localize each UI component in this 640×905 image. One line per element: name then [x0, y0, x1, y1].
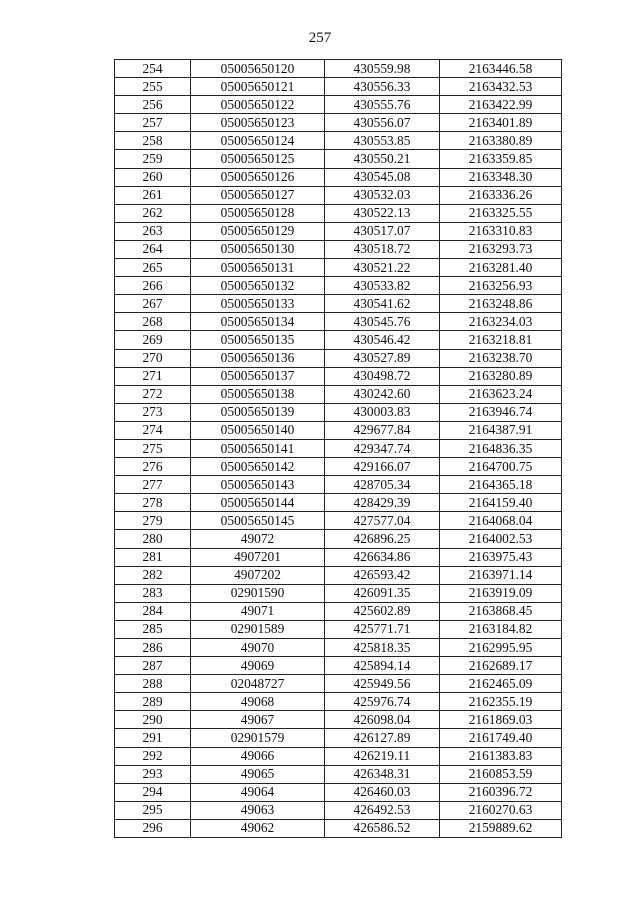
- x-coordinate-cell: 430541.62: [325, 295, 440, 313]
- table-row: [115, 349, 562, 367]
- y-coordinate-cell: 2163422.99: [440, 96, 562, 114]
- y-coordinate-cell: 2163238.70: [440, 349, 562, 367]
- point-number-cell: 284: [115, 602, 191, 620]
- point-number-cell: 280: [115, 530, 191, 548]
- parcel-id-cell: 05005650125: [191, 150, 325, 168]
- x-coordinate-cell: 430556.07: [325, 114, 440, 132]
- point-number-cell: 287: [115, 657, 191, 675]
- table-row: [115, 620, 562, 638]
- point-number-cell: 263: [115, 222, 191, 240]
- x-coordinate-cell: 426492.53: [325, 801, 440, 819]
- point-number-cell: 268: [115, 313, 191, 331]
- x-coordinate-cell: 430545.76: [325, 313, 440, 331]
- parcel-id-cell: 4907202: [191, 566, 325, 584]
- table-row: [115, 132, 562, 150]
- parcel-id-cell: 49065: [191, 765, 325, 783]
- point-number-cell: 273: [115, 403, 191, 421]
- y-coordinate-cell: 2164387.91: [440, 421, 562, 439]
- x-coordinate-cell: 428705.34: [325, 476, 440, 494]
- x-coordinate-cell: 426219.11: [325, 747, 440, 765]
- coordinates-table: [114, 59, 562, 838]
- point-number-cell: 264: [115, 240, 191, 258]
- x-coordinate-cell: 430553.85: [325, 132, 440, 150]
- x-coordinate-cell: 426091.35: [325, 584, 440, 602]
- parcel-id-cell: 05005650138: [191, 385, 325, 403]
- y-coordinate-cell: 2163623.24: [440, 385, 562, 403]
- y-coordinate-cell: 2163946.74: [440, 403, 562, 421]
- parcel-id-cell: 05005650135: [191, 331, 325, 349]
- parcel-id-cell: 05005650137: [191, 367, 325, 385]
- parcel-id-cell: 49068: [191, 693, 325, 711]
- parcel-id-cell: 05005650124: [191, 132, 325, 150]
- parcel-id-cell: 49070: [191, 639, 325, 657]
- parcel-id-cell: 05005650129: [191, 222, 325, 240]
- table-row: [115, 458, 562, 476]
- parcel-id-cell: 05005650142: [191, 458, 325, 476]
- x-coordinate-cell: 430556.33: [325, 78, 440, 96]
- table-row: [115, 240, 562, 258]
- point-number-cell: 274: [115, 421, 191, 439]
- point-number-cell: 255: [115, 78, 191, 96]
- point-number-cell: 272: [115, 385, 191, 403]
- table-row: [115, 711, 562, 729]
- point-number-cell: 295: [115, 801, 191, 819]
- table-row: [115, 114, 562, 132]
- table-row: [115, 150, 562, 168]
- point-number-cell: 286: [115, 639, 191, 657]
- x-coordinate-cell: 426127.89: [325, 729, 440, 747]
- point-number-cell: 267: [115, 295, 191, 313]
- y-coordinate-cell: 2163975.43: [440, 548, 562, 566]
- parcel-id-cell: 49067: [191, 711, 325, 729]
- point-number-cell: 283: [115, 584, 191, 602]
- table-row: [115, 222, 562, 240]
- y-coordinate-cell: 2160853.59: [440, 765, 562, 783]
- parcel-id-cell: 05005650130: [191, 240, 325, 258]
- table-row: [115, 403, 562, 421]
- parcel-id-cell: 49066: [191, 747, 325, 765]
- parcel-id-cell: 05005650141: [191, 439, 325, 457]
- y-coordinate-cell: 2161869.03: [440, 711, 562, 729]
- parcel-id-cell: 05005650127: [191, 186, 325, 204]
- table-row: [115, 96, 562, 114]
- x-coordinate-cell: 426634.86: [325, 548, 440, 566]
- x-coordinate-cell: 428429.39: [325, 494, 440, 512]
- y-coordinate-cell: 2164836.35: [440, 439, 562, 457]
- point-number-cell: 294: [115, 783, 191, 801]
- y-coordinate-cell: 2163380.89: [440, 132, 562, 150]
- point-number-cell: 278: [115, 494, 191, 512]
- y-coordinate-cell: 2164068.04: [440, 512, 562, 530]
- y-coordinate-cell: 2163971.14: [440, 566, 562, 584]
- table-row: [115, 186, 562, 204]
- x-coordinate-cell: 426896.25: [325, 530, 440, 548]
- parcel-id-cell: 05005650140: [191, 421, 325, 439]
- x-coordinate-cell: 430498.72: [325, 367, 440, 385]
- parcel-id-cell: 49063: [191, 801, 325, 819]
- point-number-cell: 275: [115, 439, 191, 457]
- table-row: [115, 494, 562, 512]
- x-coordinate-cell: 425602.89: [325, 602, 440, 620]
- point-number-cell: 256: [115, 96, 191, 114]
- parcel-id-cell: 49064: [191, 783, 325, 801]
- x-coordinate-cell: 429347.74: [325, 439, 440, 457]
- x-coordinate-cell: 430533.82: [325, 277, 440, 295]
- x-coordinate-cell: 425894.14: [325, 657, 440, 675]
- y-coordinate-cell: 2163432.53: [440, 78, 562, 96]
- y-coordinate-cell: 2163348.30: [440, 168, 562, 186]
- table-row: [115, 476, 562, 494]
- table-row: [115, 168, 562, 186]
- y-coordinate-cell: 2163184.82: [440, 620, 562, 638]
- x-coordinate-cell: 430527.89: [325, 349, 440, 367]
- table-row: [115, 639, 562, 657]
- x-coordinate-cell: 429677.84: [325, 421, 440, 439]
- point-number-cell: 257: [115, 114, 191, 132]
- parcel-id-cell: 05005650144: [191, 494, 325, 512]
- x-coordinate-cell: 430517.07: [325, 222, 440, 240]
- point-number-cell: 277: [115, 476, 191, 494]
- parcel-id-cell: 4907201: [191, 548, 325, 566]
- table-row: [115, 204, 562, 222]
- x-coordinate-cell: 426586.52: [325, 819, 440, 837]
- parcel-id-cell: 02901589: [191, 620, 325, 638]
- table-row: [115, 78, 562, 96]
- x-coordinate-cell: 425771.71: [325, 620, 440, 638]
- x-coordinate-cell: 430522.13: [325, 204, 440, 222]
- table-row: [115, 765, 562, 783]
- y-coordinate-cell: 2163234.03: [440, 313, 562, 331]
- y-coordinate-cell: 2164002.53: [440, 530, 562, 548]
- x-coordinate-cell: 426098.04: [325, 711, 440, 729]
- y-coordinate-cell: 2162355.19: [440, 693, 562, 711]
- table-row: [115, 801, 562, 819]
- table-row: [115, 512, 562, 530]
- parcel-id-cell: 49062: [191, 819, 325, 837]
- y-coordinate-cell: 2163281.40: [440, 259, 562, 277]
- parcel-id-cell: 05005650131: [191, 259, 325, 277]
- x-coordinate-cell: 430546.42: [325, 331, 440, 349]
- point-number-cell: 259: [115, 150, 191, 168]
- point-number-cell: 271: [115, 367, 191, 385]
- parcel-id-cell: 49072: [191, 530, 325, 548]
- table-row: [115, 548, 562, 566]
- parcel-id-cell: 05005650134: [191, 313, 325, 331]
- parcel-id-cell: 05005650143: [191, 476, 325, 494]
- table-row: [115, 60, 562, 78]
- table-row: [115, 439, 562, 457]
- parcel-id-cell: 49069: [191, 657, 325, 675]
- parcel-id-cell: 05005650128: [191, 204, 325, 222]
- y-coordinate-cell: 2163218.81: [440, 331, 562, 349]
- table-row: [115, 331, 562, 349]
- x-coordinate-cell: 425976.74: [325, 693, 440, 711]
- y-coordinate-cell: 2164700.75: [440, 458, 562, 476]
- point-number-cell: 279: [115, 512, 191, 530]
- x-coordinate-cell: 430003.83: [325, 403, 440, 421]
- x-coordinate-cell: 430555.76: [325, 96, 440, 114]
- parcel-id-cell: 05005650120: [191, 60, 325, 78]
- point-number-cell: 258: [115, 132, 191, 150]
- table-row: [115, 313, 562, 331]
- parcel-id-cell: 05005650123: [191, 114, 325, 132]
- y-coordinate-cell: 2163868.45: [440, 602, 562, 620]
- table-row: [115, 729, 562, 747]
- parcel-id-cell: 49071: [191, 602, 325, 620]
- point-number-cell: 269: [115, 331, 191, 349]
- table-row: [115, 819, 562, 837]
- y-coordinate-cell: 2163919.09: [440, 584, 562, 602]
- x-coordinate-cell: 427577.04: [325, 512, 440, 530]
- parcel-id-cell: 05005650122: [191, 96, 325, 114]
- x-coordinate-cell: 426593.42: [325, 566, 440, 584]
- table-row: [115, 693, 562, 711]
- table-row: [115, 295, 562, 313]
- point-number-cell: 291: [115, 729, 191, 747]
- parcel-id-cell: 02901590: [191, 584, 325, 602]
- point-number-cell: 292: [115, 747, 191, 765]
- parcel-id-cell: 02048727: [191, 675, 325, 693]
- parcel-id-cell: 05005650121: [191, 78, 325, 96]
- table-row: [115, 584, 562, 602]
- table-row: [115, 566, 562, 584]
- parcel-id-cell: 02901579: [191, 729, 325, 747]
- table-row: [115, 783, 562, 801]
- x-coordinate-cell: 426460.03: [325, 783, 440, 801]
- y-coordinate-cell: 2163256.93: [440, 277, 562, 295]
- parcel-id-cell: 05005650139: [191, 403, 325, 421]
- y-coordinate-cell: 2163336.26: [440, 186, 562, 204]
- y-coordinate-cell: 2163359.85: [440, 150, 562, 168]
- point-number-cell: 288: [115, 675, 191, 693]
- y-coordinate-cell: 2162689.17: [440, 657, 562, 675]
- point-number-cell: 261: [115, 186, 191, 204]
- y-coordinate-cell: 2163248.86: [440, 295, 562, 313]
- point-number-cell: 260: [115, 168, 191, 186]
- parcel-id-cell: 05005650132: [191, 277, 325, 295]
- point-number-cell: 265: [115, 259, 191, 277]
- point-number-cell: 262: [115, 204, 191, 222]
- y-coordinate-cell: 2160396.72: [440, 783, 562, 801]
- point-number-cell: 281: [115, 548, 191, 566]
- y-coordinate-cell: 2162995.95: [440, 639, 562, 657]
- y-coordinate-cell: 2163293.73: [440, 240, 562, 258]
- x-coordinate-cell: 430559.98: [325, 60, 440, 78]
- table-row: [115, 657, 562, 675]
- x-coordinate-cell: 430545.08: [325, 168, 440, 186]
- y-coordinate-cell: 2163280.89: [440, 367, 562, 385]
- parcel-id-cell: 05005650133: [191, 295, 325, 313]
- x-coordinate-cell: 430532.03: [325, 186, 440, 204]
- x-coordinate-cell: 430521.22: [325, 259, 440, 277]
- point-number-cell: 290: [115, 711, 191, 729]
- parcel-id-cell: 05005650126: [191, 168, 325, 186]
- x-coordinate-cell: 425949.56: [325, 675, 440, 693]
- y-coordinate-cell: 2163325.55: [440, 204, 562, 222]
- x-coordinate-cell: 429166.07: [325, 458, 440, 476]
- x-coordinate-cell: 426348.31: [325, 765, 440, 783]
- y-coordinate-cell: 2164159.40: [440, 494, 562, 512]
- parcel-id-cell: 05005650145: [191, 512, 325, 530]
- parcel-id-cell: 05005650136: [191, 349, 325, 367]
- table-row: [115, 675, 562, 693]
- y-coordinate-cell: 2163401.89: [440, 114, 562, 132]
- point-number-cell: 285: [115, 620, 191, 638]
- x-coordinate-cell: 430518.72: [325, 240, 440, 258]
- point-number-cell: 282: [115, 566, 191, 584]
- point-number-cell: 266: [115, 277, 191, 295]
- y-coordinate-cell: 2160270.63: [440, 801, 562, 819]
- point-number-cell: 254: [115, 60, 191, 78]
- y-coordinate-cell: 2162465.09: [440, 675, 562, 693]
- table-row: [115, 747, 562, 765]
- table-row: [115, 530, 562, 548]
- table-row: [115, 385, 562, 403]
- x-coordinate-cell: 430242.60: [325, 385, 440, 403]
- page-number: 257: [308, 30, 332, 46]
- y-coordinate-cell: 2163446.58: [440, 60, 562, 78]
- point-number-cell: 276: [115, 458, 191, 476]
- table-row: [115, 277, 562, 295]
- y-coordinate-cell: 2161383.83: [440, 747, 562, 765]
- y-coordinate-cell: 2164365.18: [440, 476, 562, 494]
- point-number-cell: 289: [115, 693, 191, 711]
- point-number-cell: 296: [115, 819, 191, 837]
- table-row: [115, 259, 562, 277]
- x-coordinate-cell: 430550.21: [325, 150, 440, 168]
- point-number-cell: 293: [115, 765, 191, 783]
- table-body: [115, 60, 562, 838]
- y-coordinate-cell: 2163310.83: [440, 222, 562, 240]
- table-row: [115, 602, 562, 620]
- table-row: [115, 421, 562, 439]
- point-number-cell: 270: [115, 349, 191, 367]
- y-coordinate-cell: 2159889.62: [440, 819, 562, 837]
- table-row: [115, 367, 562, 385]
- x-coordinate-cell: 425818.35: [325, 639, 440, 657]
- y-coordinate-cell: 2161749.40: [440, 729, 562, 747]
